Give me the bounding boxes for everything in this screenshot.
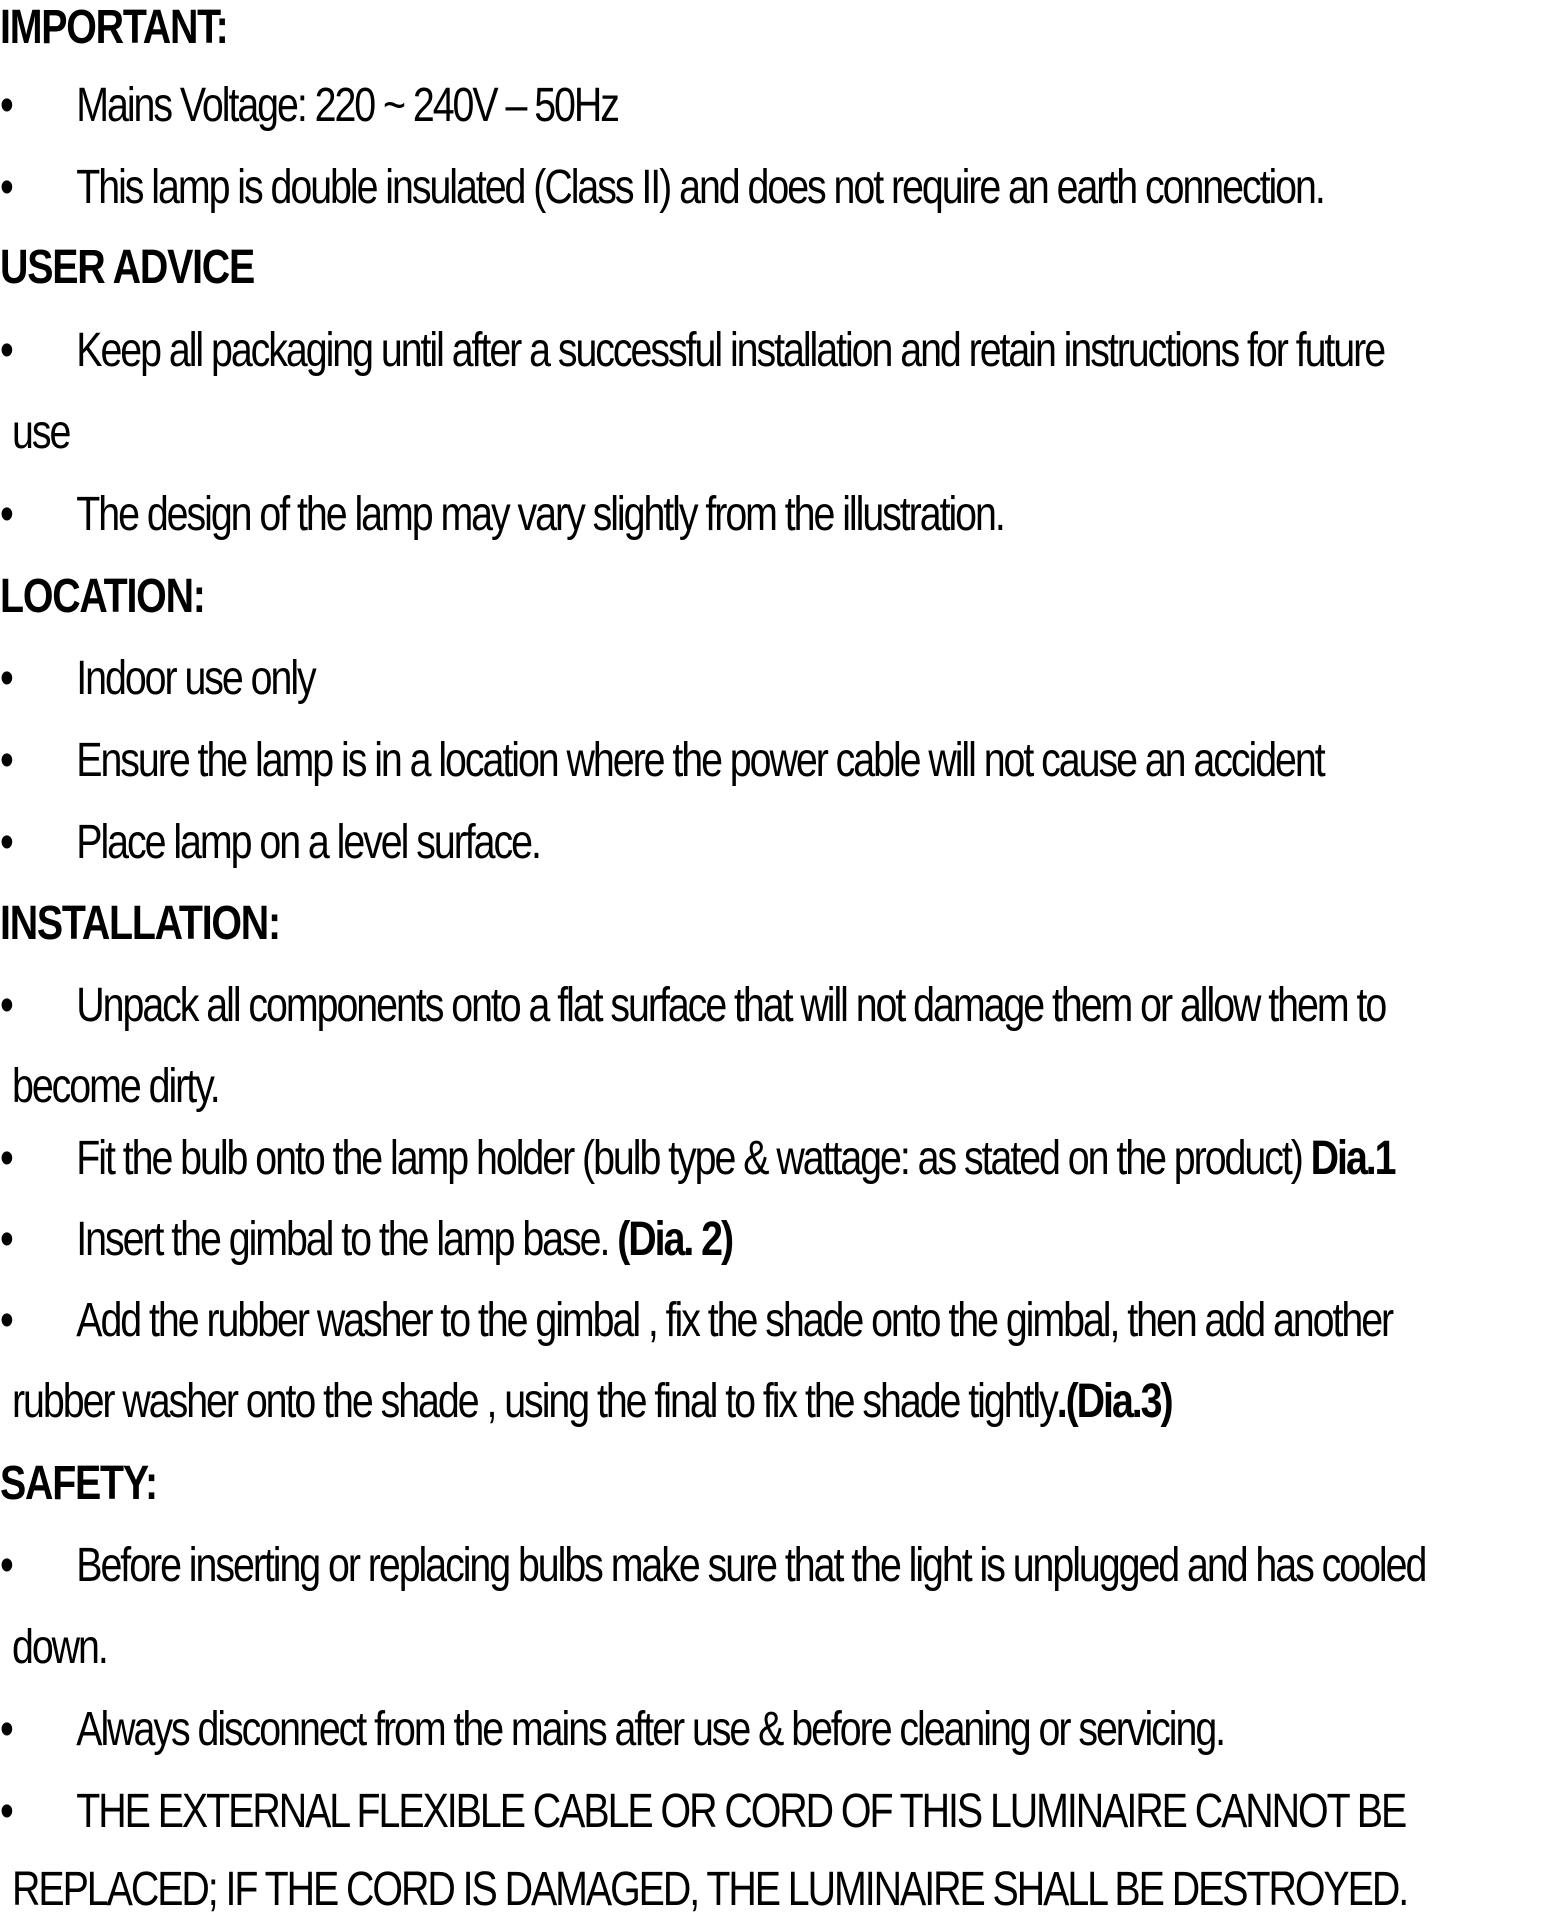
list-item-text: Keep all packaging until after a successful installation and retain instructions for future [76,324,1385,377]
bullet-icon: • [0,1703,12,1756]
diagram-reference: Dia.1 [1310,1132,1395,1185]
bullet-icon: • [0,652,12,705]
bullet-icon: • [0,816,12,869]
diagram-reference: (Dia. 2) [617,1213,733,1266]
list-item-text: This lamp is double insulated (Class II) and does not require an earth connection. [76,161,1324,214]
list-item-text-body: rubber washer onto the shade , using the final to fix the shade tightly [12,1375,1057,1428]
list-item-continuation: REPLACED; IF THE CORD IS DAMAGED, THE LUMINAIRE SHALL BE DESTROYED. [12,1863,1408,1916]
list-item-continuation [12,1374,1172,1430]
diagram-reference: .(Dia.3) [1056,1375,1172,1428]
list-item-continuation: become dirty. [12,1060,219,1113]
bullet-icon: • [0,979,12,1032]
list-item-text-body: Fit the bulb onto the lamp holder (bulb type & wattage: as stated on the product) [76,1132,1302,1185]
section-heading-safety: SAFETY: [0,1457,157,1510]
list-item-text: Always disconnect from the mains after use & before cleaning or servicing. [76,1703,1225,1756]
list-item-text: Add the rubber washer to the gimbal , fix the shade onto the gimbal, then add another [76,1294,1393,1347]
bullet-icon: • [0,1213,12,1266]
bullet-icon: • [0,734,12,787]
list-item-text: Place lamp on a level surface. [76,816,540,869]
bullet-icon: • [0,161,12,214]
list-item-text: Unpack all components onto a flat surface that will not damage them or allow them to [76,979,1386,1032]
bullet-icon: • [0,324,12,377]
section-heading-installation: INSTALLATION: [0,897,280,950]
bullet-icon: • [0,1132,12,1185]
list-item-text: The design of the lamp may vary slightly from the illustration. [76,488,1004,541]
list-item-text: Ensure the lamp is in a location where the power cable will not cause an accident [76,734,1324,787]
bullet-icon: • [0,1785,12,1838]
list-item-text: THE EXTERNAL FLEXIBLE CABLE OR CORD OF THIS LUMINAIRE CANNOT BE [76,1785,1406,1838]
list-item-text [76,1212,732,1268]
list-item-text: Indoor use only [76,652,315,705]
bullet-icon: • [0,79,12,132]
section-heading-user-advice: USER ADVICE [0,241,255,294]
section-heading-important: IMPORTANT: [0,1,228,54]
section-heading-location: LOCATION: [0,570,205,623]
list-item-text: Before inserting or replacing bulbs make sure that the light is unplugged and has cooled [76,1539,1426,1592]
bullet-icon: • [0,488,12,541]
list-item-text: Mains Voltage: 220 ~ 240V – 50Hz [76,79,618,132]
list-item-text-body: Insert the gimbal to the lamp base. [76,1213,609,1266]
list-item-continuation: down. [12,1621,107,1674]
list-item-text [76,1131,1394,1187]
bullet-icon: • [0,1294,12,1347]
list-item-continuation: use [12,406,70,459]
bullet-icon: • [0,1539,12,1592]
